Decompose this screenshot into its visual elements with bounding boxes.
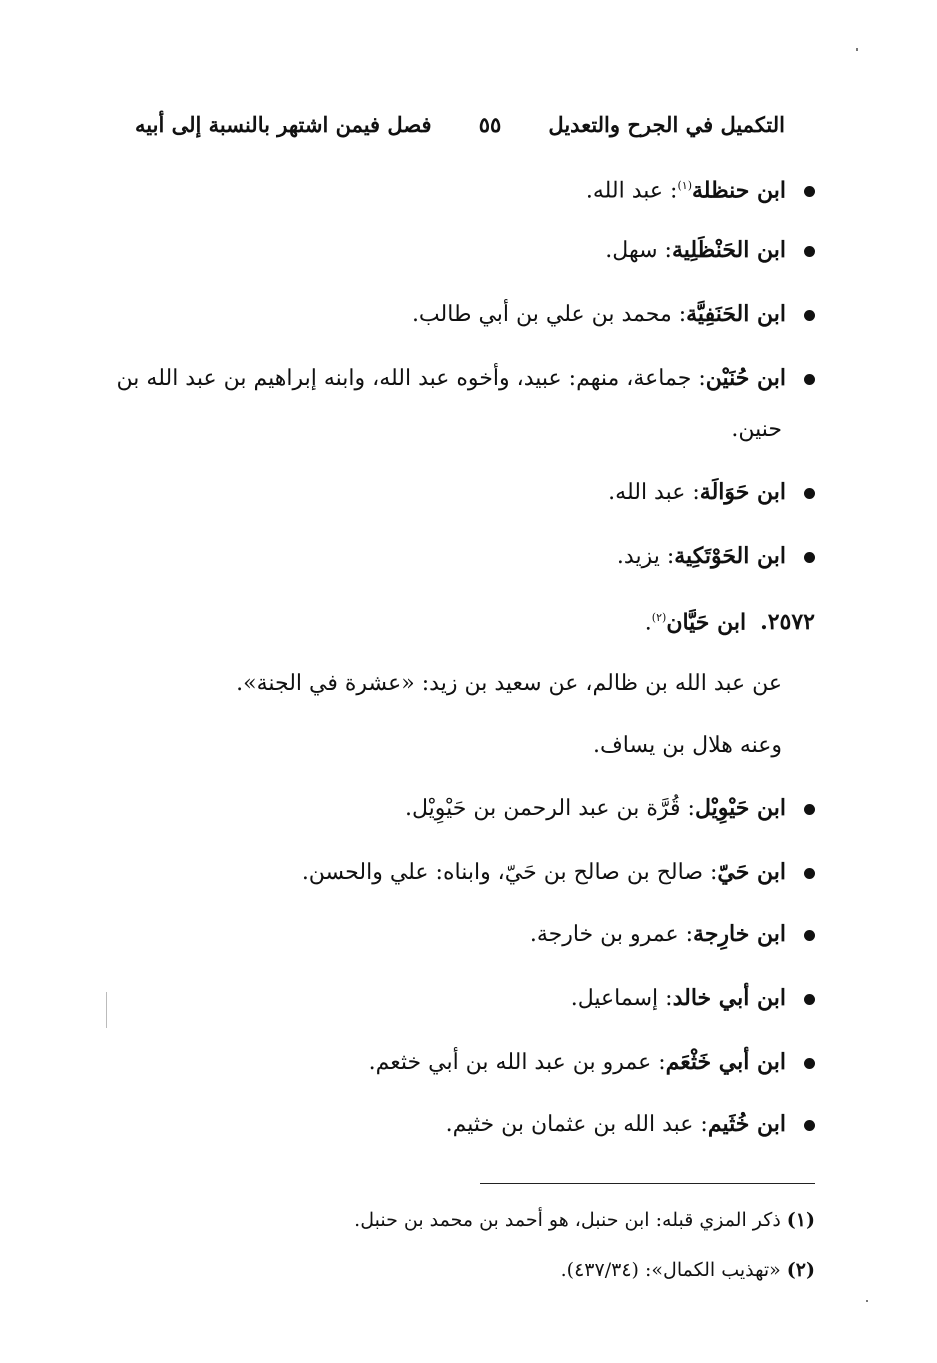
bullet-icon — [804, 994, 815, 1005]
bullet-icon — [804, 374, 815, 385]
entry-text: : عبد الله. — [608, 480, 700, 505]
entry-text: : عبد الله. — [585, 178, 678, 204]
entry-ibn-haywil — [405, 788, 815, 828]
entry-text: : عمرو بن خارجة. — [529, 922, 694, 947]
body-line: عن عبد الله بن ظالم، عن سعيد بن زيد: «عشرة في الجنة». — [236, 671, 782, 696]
entry-text: : قُرَّة بن عبد الرحمن بن حَيْوِيْل. — [404, 796, 695, 821]
entry-text: : إسماعيل. — [570, 986, 673, 1011]
bullet-icon — [804, 804, 815, 815]
entry-name: ابن حَيّ — [717, 859, 786, 885]
entry-text: : سهل. — [605, 238, 672, 263]
footnote-ref: (١) — [677, 179, 692, 192]
entry-name: ابن حَيْوِيْل — [694, 795, 786, 821]
entry-name: ابن الحَوْتَكِية — [674, 543, 786, 569]
bullet-icon — [804, 930, 815, 941]
chapter-title: فصل فيمن اشتهر بالنسبة إلى أبيه — [135, 111, 432, 137]
numbered-entry: ٢٥٧٢.ابن حَيَّان$^{(٢)}$. — [644, 609, 815, 636]
page-number: ٥٥ — [478, 111, 502, 137]
entry-ibn-al-hanafiya — [412, 294, 815, 334]
entry-text: : عمرو بن عبد الله بن أبي خثعم. — [368, 1050, 666, 1075]
scan-speck — [106, 992, 107, 1028]
entry-ibn-hawala — [608, 472, 815, 512]
book-title: التكميل في الجرح والتعديل — [548, 111, 785, 137]
footnote-2 — [561, 1250, 815, 1290]
entry-ibn-al-hawtakiya — [617, 536, 815, 576]
entry-text: : محمد بن علي بن أبي طالب. — [411, 302, 687, 327]
bullet-icon — [804, 868, 815, 879]
scan-speck — [856, 48, 858, 51]
entry-text: : جماعة، منهم: عبيد، وأخوه عبد الله، وابنه إبراهيم بن عبد الله بن — [116, 366, 706, 391]
entry-name: ابن حُنَيْن — [705, 365, 786, 391]
bullet-icon — [804, 310, 815, 321]
entry-name: ابن خارِجة — [693, 921, 786, 947]
entry-number: ٢٥٧٢. — [760, 609, 815, 636]
entry-name: ابن حنظلة — [691, 177, 786, 204]
footnote-separator — [480, 1183, 815, 1184]
footnote-number: (١) — [786, 1209, 815, 1231]
running-header — [135, 104, 785, 144]
entry-name: ابن حَيَّان — [666, 609, 747, 636]
footnote-text: ذكر المزي قبله: ابن حنبل، هو أحمد بن محمد بن حنبل. — [354, 1209, 781, 1231]
entry-ibn-abi-khalid — [571, 978, 815, 1018]
entry-name: ابن أبي خَثْعَم — [665, 1049, 786, 1075]
entry-text: : صالح بن صالح بن حَيّ، وابناه: علي والحسن. — [301, 860, 718, 885]
entry-ibn-hayy — [302, 852, 815, 892]
bullet-icon — [804, 488, 815, 499]
entry-text: : يزيد. — [616, 544, 675, 569]
footnote-number: (٢) — [786, 1259, 815, 1281]
bullet-icon — [804, 1120, 815, 1131]
footnote-1 — [354, 1200, 815, 1240]
bullet-icon — [804, 552, 815, 563]
bullet-icon — [804, 186, 815, 197]
entry-name: ابن الحَنْظَلِية — [671, 237, 786, 263]
entry-ibn-hanzala — [586, 166, 815, 206]
entry-continuation: حنين. — [731, 417, 782, 442]
entry-text: : عبد الله بن عثمان بن خثيم. — [445, 1112, 708, 1137]
entry-ibn-hunain — [117, 358, 815, 398]
bullet-icon — [804, 1058, 815, 1069]
body-line: وعنه هلال بن يساف. — [593, 733, 782, 758]
footnote-text: «تهذيب الكمال»: (٤٣٧/٣٤). — [560, 1259, 781, 1281]
bullet-icon — [804, 246, 815, 257]
scan-speck — [866, 1300, 868, 1302]
entry-ibn-al-hanzaliya — [605, 230, 815, 270]
footnote-ref: (٢) — [651, 611, 667, 624]
entry-name: ابن الحَنَفِيَّة — [686, 301, 786, 327]
entry-name: ابن حَوَالَة — [699, 479, 786, 505]
entry-ibn-kharija — [530, 914, 815, 954]
entry-ibn-abi-khathaam — [369, 1042, 815, 1082]
entry-name: ابن خُثَيم — [707, 1111, 786, 1137]
entry-ibn-khuthaim — [446, 1104, 815, 1144]
entry-name: ابن أبي خالد — [672, 985, 786, 1011]
